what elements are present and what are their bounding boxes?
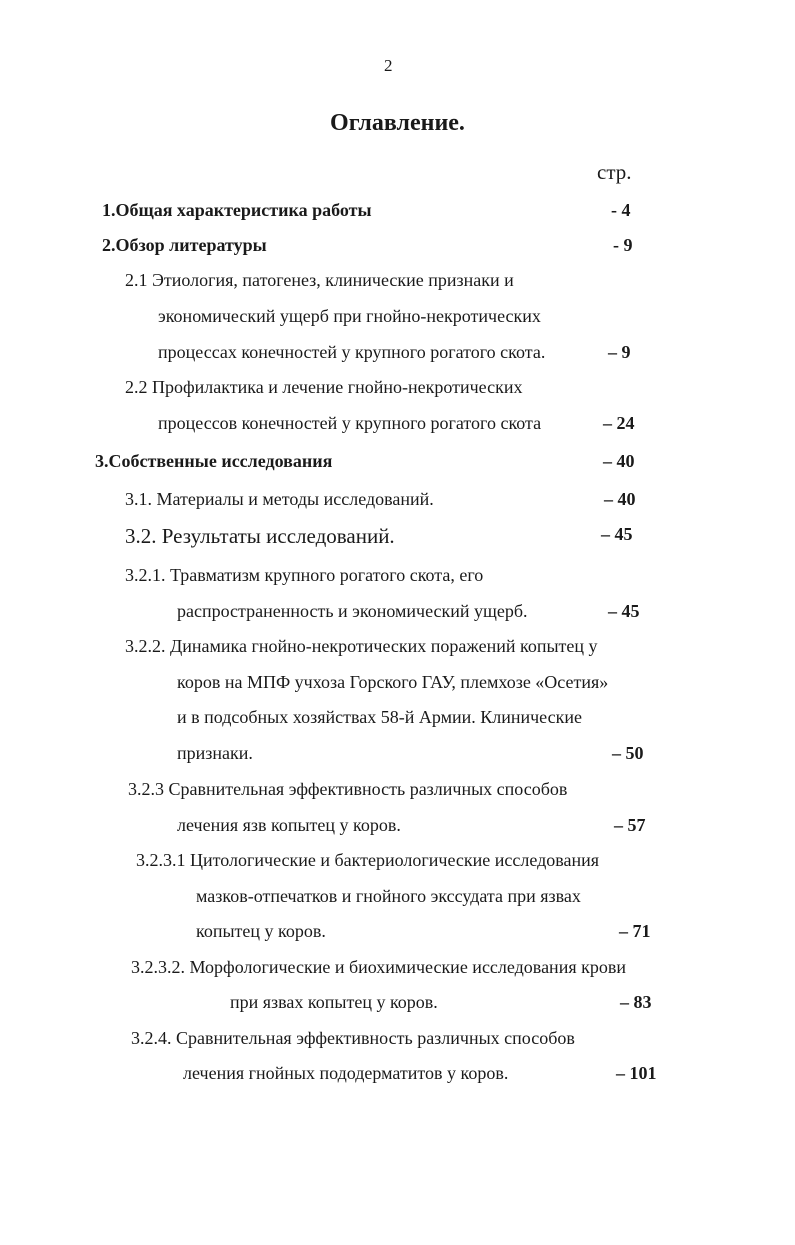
toc-entry-page: – 101 <box>616 1063 657 1083</box>
toc-entry-line: мазков-отпечатков и гнойного экссудата при язвах <box>196 886 581 906</box>
toc-entry-line: 3.2.2. Динамика гнойно-некротических поражений копытец у <box>125 636 598 656</box>
toc-entry-line: 3.2.3.1 Цитологические и бактериологические исследования <box>136 850 600 870</box>
toc-entry-line: и в подсобных хозяйствах 58-й Армии. Клинические <box>177 707 582 727</box>
toc-entry-line: процессов конечностей у крупного рогатого скота <box>158 413 542 433</box>
toc-entry-line: 3.2.3 Сравнительная эффективность различных способов <box>128 779 568 799</box>
toc-entry-page: - 4 <box>611 200 631 220</box>
toc-entry-line: признаки. <box>177 743 253 763</box>
toc-entry-line: 1.Общая характеристика работы <box>102 200 372 220</box>
toc-entry-page: – 40 <box>604 489 636 509</box>
toc-entry-page: – 24 <box>603 413 635 433</box>
toc-entry-line: 3.2.1. Травматизм крупного рогатого скота, его <box>125 565 484 585</box>
toc-entry-line: распространенность и экономический ущерб. <box>177 601 528 621</box>
toc-entry-line: 3.2. Результаты исследований. <box>125 524 395 548</box>
toc-entry-page: – 40 <box>603 451 635 471</box>
page-column-label: стр. <box>597 160 632 184</box>
toc-entry-line: процессах конечностей у крупного рогатого скота. <box>158 342 546 362</box>
toc-entry-page: – 83 <box>620 992 652 1012</box>
toc-entry-line: 3.Собственные исследования <box>95 451 333 471</box>
toc-entry-page: – 50 <box>612 743 644 763</box>
toc-entry-page: – 45 <box>608 601 640 621</box>
toc-entry-page: - 9 <box>613 235 633 255</box>
toc-entry-line: копытец у коров. <box>196 921 326 941</box>
toc-entry-line: лечения гнойных пододерматитов у коров. <box>183 1063 509 1083</box>
toc-entry-page: – 57 <box>614 815 646 835</box>
toc-entry-line: 2.1 Этиология, патогенез, клинические признаки и <box>125 270 514 290</box>
toc-entry-line: 2.Обзор литературы <box>102 235 267 255</box>
page-number: 2 <box>384 56 393 75</box>
toc-entry-line: 3.2.4. Сравнительная эффективность различных способов <box>131 1028 575 1048</box>
toc-entry-page: – 71 <box>619 921 651 941</box>
toc-entry-line: экономический ущерб при гнойно-некротических <box>158 306 541 326</box>
page-title: Оглавление. <box>330 110 465 136</box>
toc-entry-line: 3.1. Материалы и методы исследований. <box>125 489 434 509</box>
toc-entry-page: – 9 <box>608 342 631 362</box>
toc-entry-line: коров на МПФ учхоза Горского ГАУ, племхозе «Осетия» <box>177 672 609 692</box>
toc-entry-page: – 45 <box>601 524 633 544</box>
toc-entry-line: при язвах копытец у коров. <box>230 992 438 1012</box>
toc-entry-line: 2.2 Профилактика и лечение гнойно-некротических <box>125 377 523 397</box>
toc-entry-line: 3.2.3.2. Морфологические и биохимические исследования крови <box>131 957 626 977</box>
toc-entry-line: лечения язв копытец у коров. <box>177 815 401 835</box>
